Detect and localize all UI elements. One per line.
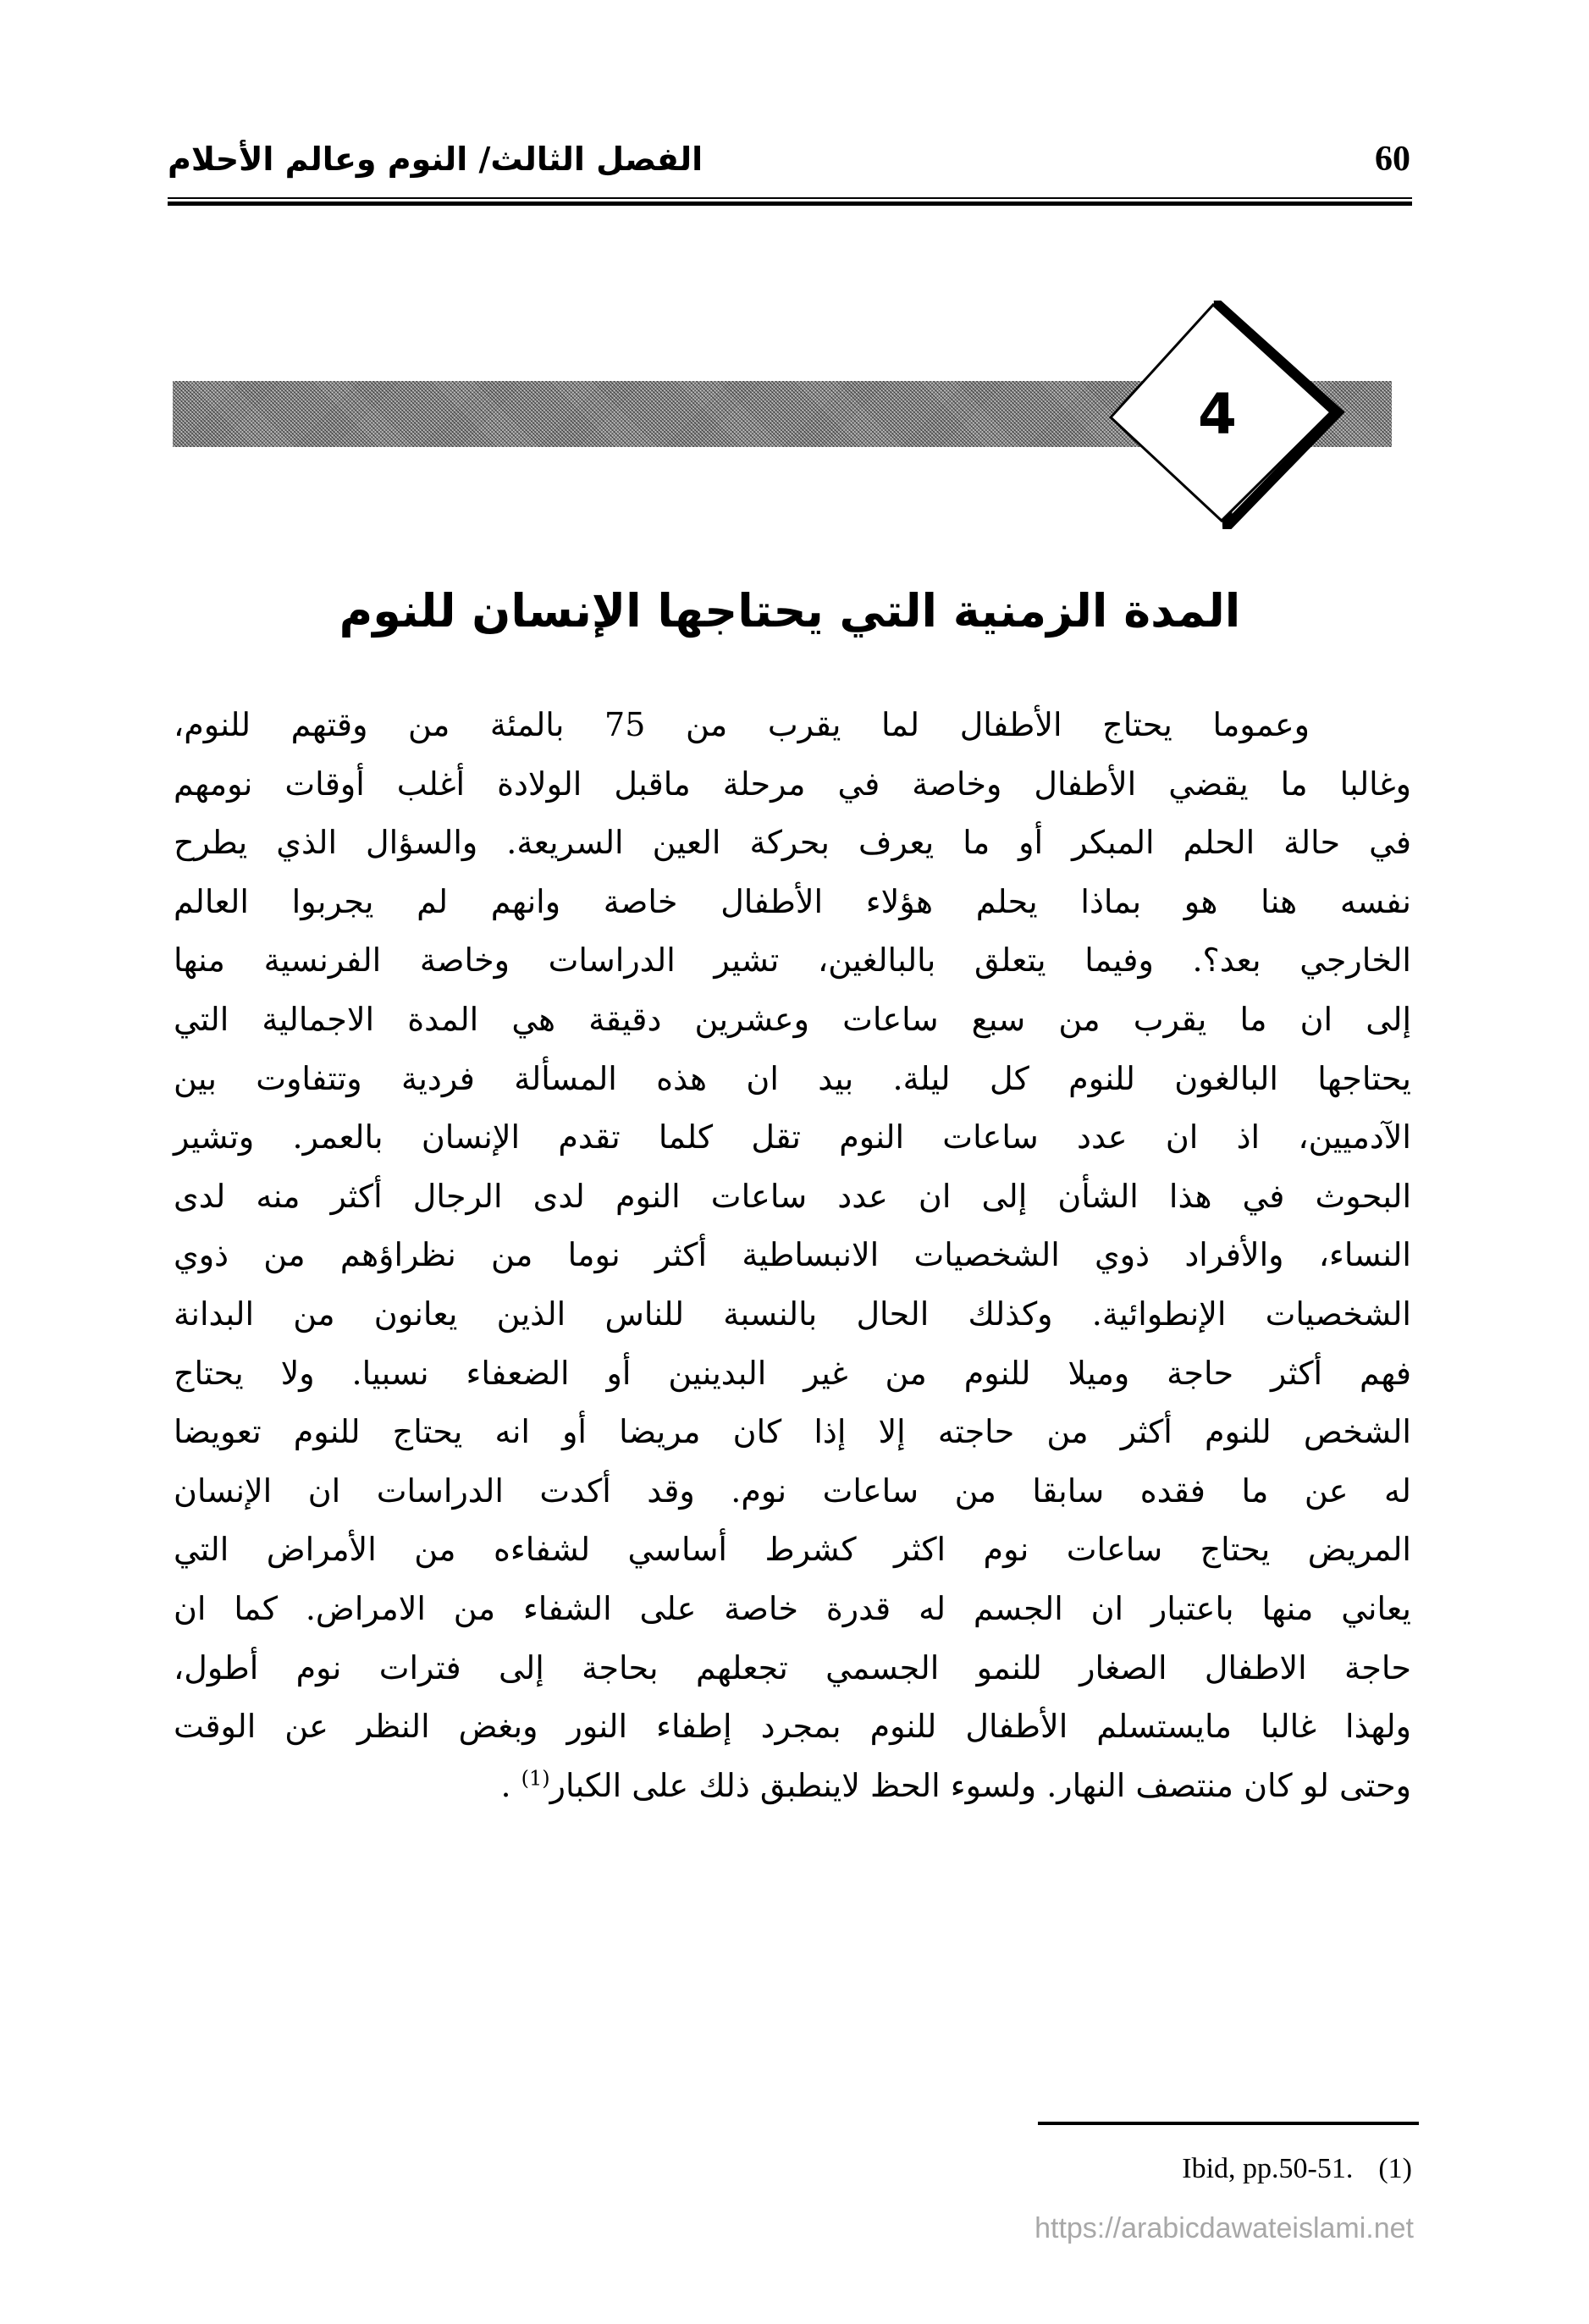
chapter-diamond xyxy=(1101,301,1346,529)
body-line-last xyxy=(174,1757,1411,1816)
body-line: له عن ما فقده سابقا من ساعات نوم. وقد أكدت الدراسات ان الإنسان xyxy=(174,1471,1411,1510)
body-line: الشخصيات الإنطوائية. وكذلك الحال بالنسبة للناس الذين يعانون من البدانة xyxy=(174,1294,1411,1333)
body-line: المريض يحتاج ساعات نوم اكثر كشرط أساسي لشفاءه من الأمراض التي xyxy=(174,1531,1411,1569)
section-title: المدة الزمنية التي يحتاجها الإنسان للنوم xyxy=(339,584,1241,638)
body-line: إلى ان ما يقرب من سبع ساعات وعشرين دقيقة هي المدة الاجمالية التي xyxy=(174,1000,1411,1038)
body-line: يحتاجها البالغون للنوم كل ليلة. بيد ان هذه المسألة فردية وتتفاوت بين xyxy=(174,1059,1411,1097)
body-line: حاجة الاطفال الصغار للنمو الجسمي تجعلهم بحاجة إلى فترات نوم أطول، xyxy=(174,1648,1411,1686)
page-number: 60 xyxy=(1375,140,1410,179)
body-line: يعاني منها باعتبار ان الجسم له قدرة خاصة على الشفاء من الامراض. كما ان xyxy=(174,1589,1411,1627)
watermark-url: https://arabicdawateislami.net xyxy=(1035,2212,1414,2244)
header-rule-thick xyxy=(168,201,1412,206)
footnote-reference[interactable]: (1) xyxy=(521,1766,550,1791)
running-title: الفصل الثالث/ النوم وعالم الأحلام xyxy=(168,141,703,178)
footnote-text: Ibid, pp.50-51. xyxy=(1182,2153,1354,2184)
body-line: الآدميين، اذ ان عدد ساعات النوم تقل كلما تقدم الإنسان بالعمر. وتشير xyxy=(174,1118,1411,1156)
header-rule-thin xyxy=(168,197,1412,199)
body-line: وغالبا ما يقضي الأطفال وخاصة في مرحلة ماقبل الولادة أغلب أوقات نومهم xyxy=(174,765,1411,803)
body-line-text: وحتى لو كان منتصف النهار. ولسوء الحظ لاينطبق ذلك على الكبار xyxy=(549,1766,1411,1804)
body-line: الشخص للنوم أكثر من حاجته إلا إذا كان مريضا أو انه يحتاج للنوم تعويضا xyxy=(174,1413,1411,1451)
body-line: النساء، والأفراد ذوي الشخصيات الانبساطية أكثر نوما من نظراؤهم من ذوي xyxy=(174,1236,1411,1274)
body-line: ولهذا غالبا مايستسلم الأطفال للنوم بمجرد إطفاء النور وبغض النظر عن الوقت xyxy=(174,1708,1411,1746)
footnote-marker: (1) xyxy=(1378,2153,1412,2184)
body-line: البحوث في هذا الشأن إلى ان عدد ساعات النوم لدى الرجال أكثر منه لدى xyxy=(174,1177,1411,1215)
body-line: فهم أكثر حاجة وميلا للنوم من غير البدينين أو الضعفاء نسبيا. ولا يحتاج xyxy=(174,1354,1411,1392)
body-line: الخارجي بعد؟. وفيما يتعلق بالبالغين، تشير الدراسات وخاصة الفرنسية منها xyxy=(174,941,1411,980)
chapter-number: 4 xyxy=(1198,382,1237,447)
body-line: في حالة الحلم المبكر أو ما يعرف بحركة العين السريعة. والسؤال الذي يطرح xyxy=(174,824,1411,862)
sentence-end: . xyxy=(500,1766,511,1804)
body-line: وعموما يحتاج الأطفال لما يقرب من 75 بالمئة من وقتهم للنوم، xyxy=(174,706,1310,743)
footnote-rule xyxy=(1038,2122,1419,2125)
body-line: نفسه هنا هو بماذا يحلم هؤلاء الأطفال خاصة وانهم لم يجربوا العالم xyxy=(174,882,1412,920)
running-header xyxy=(168,127,1412,195)
footnote xyxy=(1038,2149,1412,2189)
body-paragraph xyxy=(174,696,1411,1815)
